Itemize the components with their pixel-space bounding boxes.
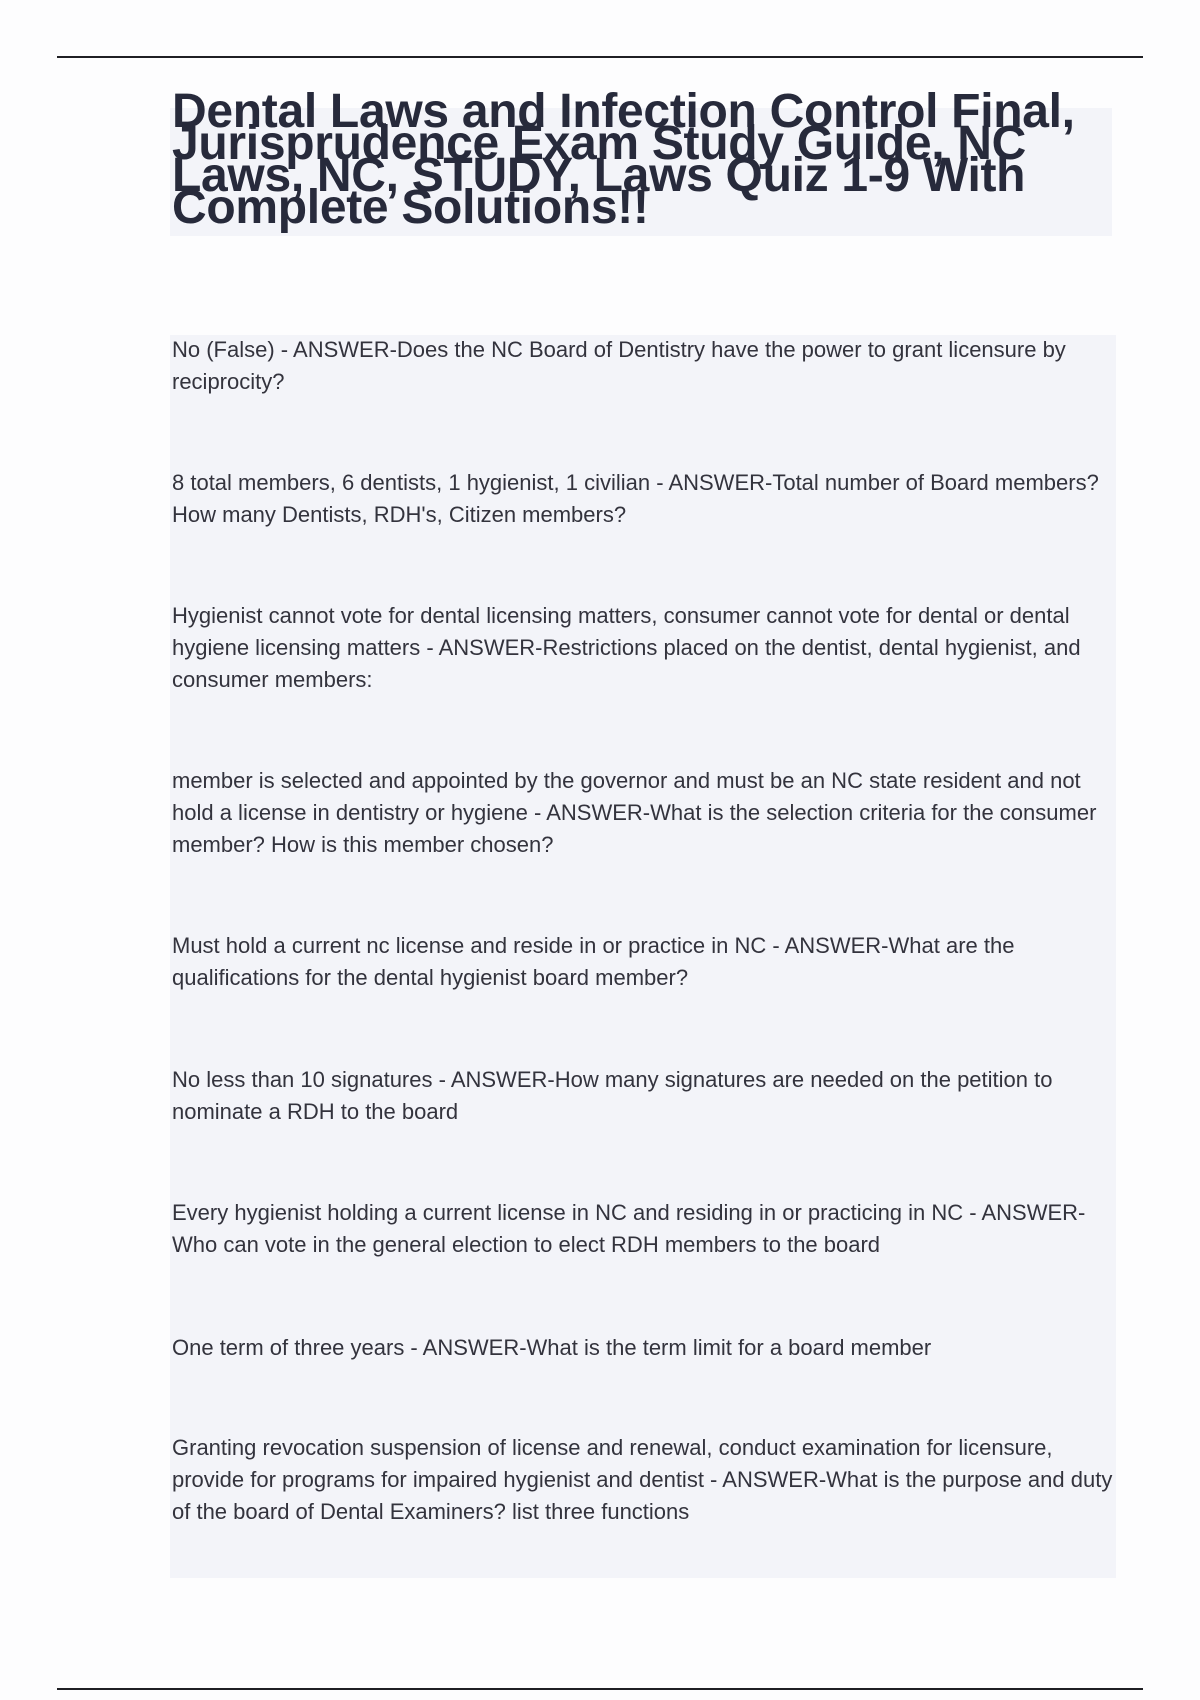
qa-item-2: 8 total members, 6 dentists, 1 hygienist, 1 civilian - ANSWER-Total number of Board members? How many Dentists, RDH's, Citizen members?: [172, 470, 1099, 527]
qa-item-6: No less than 10 signatures - ANSWER-How many signatures are needed on the petition to nominate a RDH to the board: [172, 1067, 1053, 1124]
qa-item-7: Every hygienist holding a current license in NC and residing in or practicing in NC - ANSWER-Who can vote in the general election to elect RDH members to the board: [172, 1200, 1086, 1257]
qa-item-4: member is selected and appointed by the governor and must be an NC state resident and not hold a license in dentistry or hygiene - ANSWER-What is the selection criteria for the consumer member? How is this member chosen?: [172, 768, 1097, 857]
qa-item-5: Must hold a current nc license and reside in or practice in NC - ANSWER-What are the qualifications for the dental hygienist board member?: [172, 933, 1015, 990]
document-title: Dental Laws and Infection Control Final, Jurisprudence Exam Study Guide, NC Laws, NC, STUDY, Laws Quiz 1-9 With Complete Solutions!!: [172, 85, 1075, 234]
qa-item-3: Hygienist cannot vote for dental licensing matters, consumer cannot vote for dental or dental hygiene licensing matters - ANSWER-Restrictions placed on the dentist, dental hygienist, and consumer members:: [172, 603, 1081, 692]
qa-item-1: No (False) - ANSWER-Does the NC Board of Dentistry have the power to grant licensure by reciprocity?: [172, 337, 1066, 394]
top-rule: [57, 56, 1143, 58]
qa-item-9: Granting revocation suspension of license and renewal, conduct examination for licensure, provide for programs for impaired hygienist and dentist - ANSWER-What is the purpose and duty of the board of Dental Examiners? list three functions: [172, 1435, 1113, 1524]
bottom-rule: [57, 1688, 1143, 1690]
qa-item-8: One term of three years - ANSWER-What is the term limit for a board member: [172, 1335, 932, 1360]
